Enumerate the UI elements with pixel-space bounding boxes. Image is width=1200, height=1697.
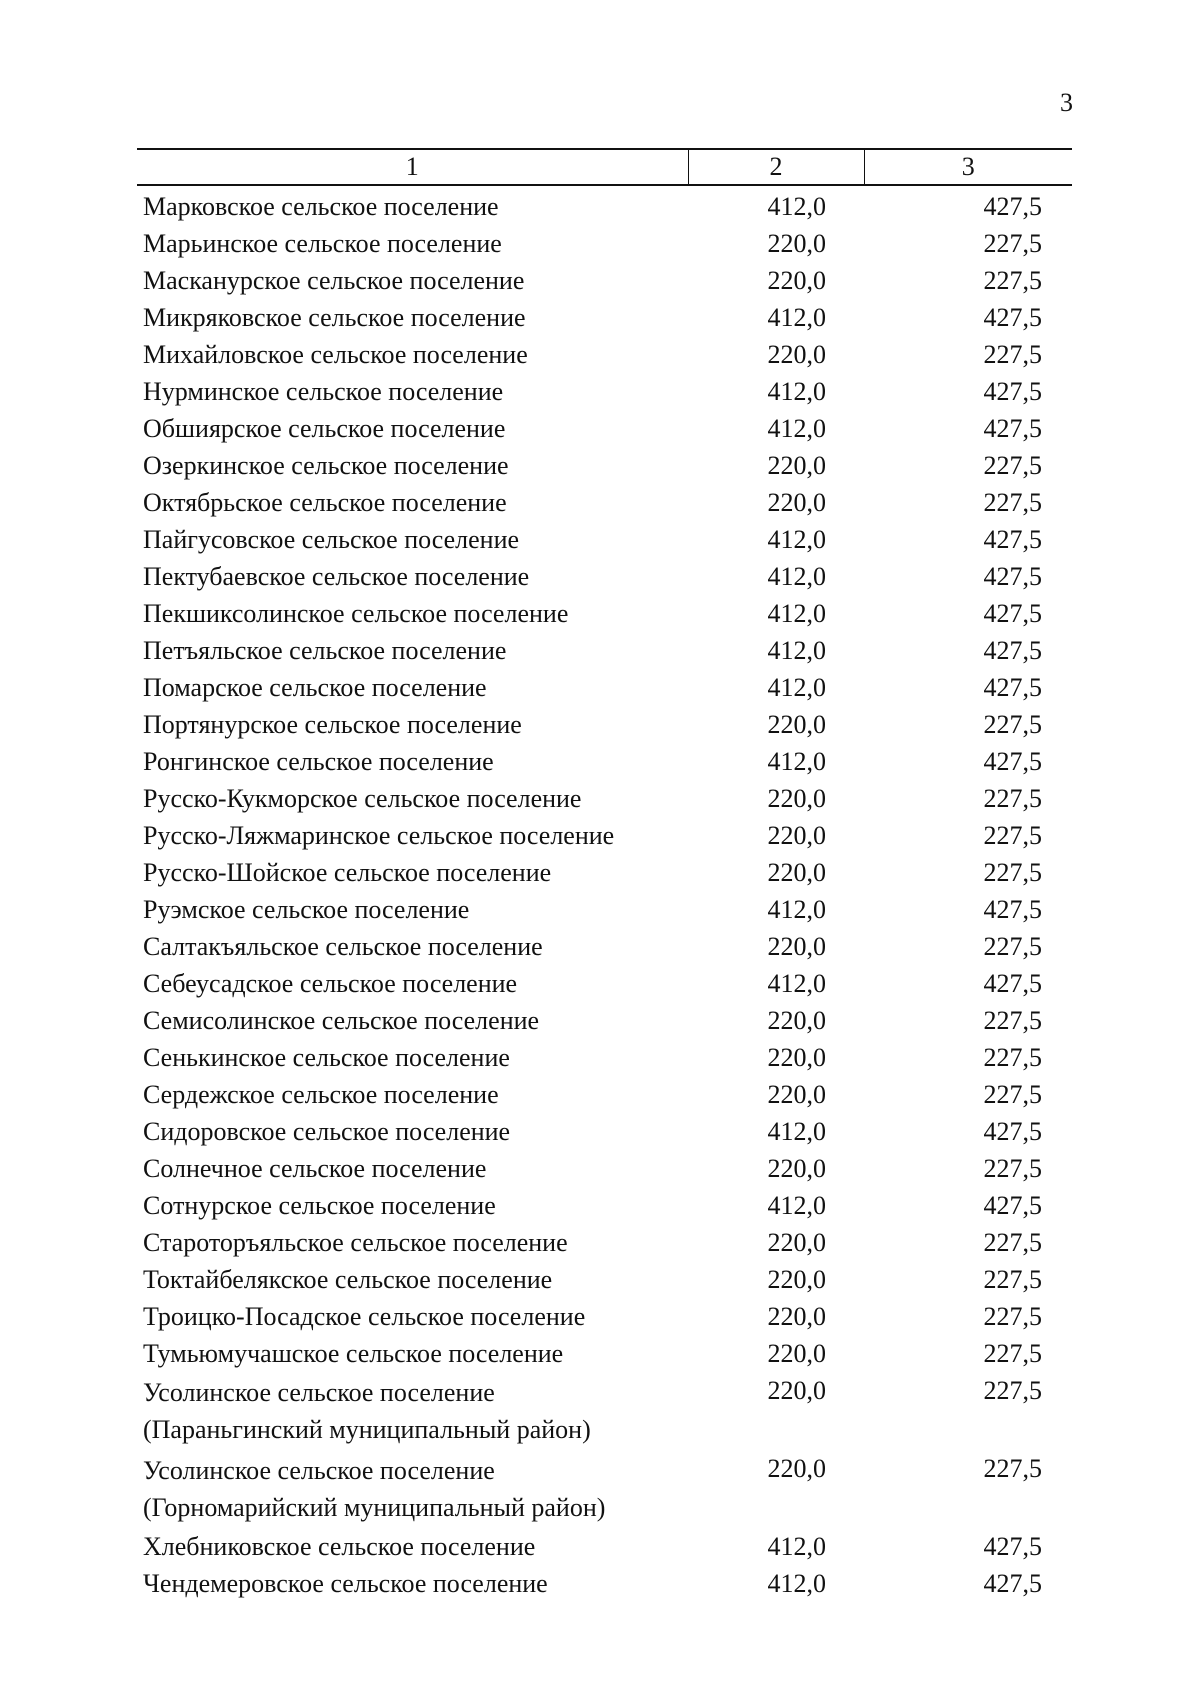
value-column-3: 227,5 [983, 1043, 1042, 1072]
settlement-name-cell [137, 743, 688, 780]
table-row [137, 1298, 1072, 1335]
table-row [137, 484, 1072, 521]
table-row [137, 1261, 1072, 1298]
value-column-2: 220,0 [767, 1265, 826, 1294]
table-row [137, 336, 1072, 373]
settlement-name-cell [137, 1261, 688, 1298]
settlement-name: Чендемеровское сельское поселение [143, 1569, 548, 1598]
value-column-2: 220,0 [767, 1339, 826, 1368]
settlement-name-cell [137, 447, 688, 484]
settlement-name: Сотнурское сельское поселение [143, 1191, 496, 1220]
table-row [137, 558, 1072, 595]
value-column-3: 227,5 [983, 266, 1042, 295]
table-row [137, 1224, 1072, 1261]
settlement-name-cell [137, 595, 688, 632]
table-row [137, 1565, 1072, 1602]
table-body [137, 185, 1072, 1602]
value-column-2: 412,0 [767, 525, 826, 554]
settlement-name: Себеусадское сельское поселение [143, 969, 518, 998]
settlement-name: Портянурское сельское поселение [143, 710, 522, 739]
table-row [137, 1150, 1072, 1187]
settlement-name: Пектубаевское сельское поселение [143, 562, 530, 591]
value-column-3: 427,5 [983, 1191, 1042, 1220]
value-column-3: 427,5 [983, 599, 1042, 628]
table-row [137, 1076, 1072, 1113]
value-column-3: 227,5 [983, 451, 1042, 480]
settlement-name: Ронгинское сельское поселение [143, 747, 494, 776]
settlement-name-cell [137, 780, 688, 817]
table-row [137, 373, 1072, 410]
value-column-3: 427,5 [983, 562, 1042, 591]
column-header-3: 3 [864, 149, 1072, 185]
settlement-name: Сидоровское сельское поселение [143, 1117, 511, 1146]
value-column-3: 227,5 [983, 1228, 1042, 1257]
table-row [137, 965, 1072, 1002]
value-column-3: 227,5 [983, 858, 1042, 887]
value-column-2: 412,0 [767, 895, 826, 924]
value-column-3: 427,5 [983, 673, 1042, 702]
settlement-name: Руэмское сельское поселение [143, 895, 470, 924]
table-row [137, 1039, 1072, 1076]
table-row [137, 891, 1072, 928]
table-row [137, 780, 1072, 817]
settlement-name-cell [137, 1187, 688, 1224]
settlement-name: Микряковское сельское поселение [143, 303, 526, 332]
value-column-3: 427,5 [983, 525, 1042, 554]
value-column-2: 412,0 [767, 377, 826, 406]
settlement-name: Русско-Кукморское сельское поселение [143, 784, 582, 813]
settlement-name: Солнечное сельское поселение [143, 1154, 487, 1183]
value-column-2: 412,0 [767, 192, 826, 221]
value-column-3: 227,5 [983, 488, 1042, 517]
value-column-3: 427,5 [983, 895, 1042, 924]
table-row [137, 447, 1072, 484]
settlement-name-cell [137, 1113, 688, 1150]
value-column-2: 412,0 [767, 599, 826, 628]
table-row [137, 1335, 1072, 1372]
settlement-name: Русско-Шойское сельское поселение [143, 858, 552, 887]
value-column-3: 227,5 [983, 229, 1042, 258]
settlement-name-note: (Параньгинский муниципальный район) [143, 1415, 591, 1444]
value-column-2: 412,0 [767, 673, 826, 702]
settlement-name: Октябрьское сельское поселение [143, 488, 507, 517]
table-row [137, 185, 1072, 225]
table-row [137, 817, 1072, 854]
settlement-name-cell [137, 299, 688, 336]
settlement-name-cell [137, 965, 688, 1002]
settlements-table [137, 148, 1072, 1602]
value-column-3: 227,5 [983, 1154, 1042, 1183]
value-column-3: 427,5 [983, 1569, 1042, 1598]
table-row [137, 1113, 1072, 1150]
settlement-name-cell [137, 410, 688, 447]
value-column-2: 220,0 [767, 784, 826, 813]
settlement-name-cell [137, 484, 688, 521]
settlement-name: Салтакъяльское сельское поселение [143, 932, 543, 961]
settlement-name-cell [137, 1372, 688, 1450]
value-column-3: 427,5 [983, 377, 1042, 406]
settlement-name-cell [137, 185, 688, 225]
value-column-3: 227,5 [983, 1376, 1042, 1405]
value-column-2: 412,0 [767, 969, 826, 998]
value-column-3: 227,5 [983, 1454, 1042, 1483]
settlement-name-cell [137, 558, 688, 595]
value-column-2: 412,0 [767, 303, 826, 332]
settlement-name-cell [137, 1450, 688, 1528]
settlement-name: Токтайбелякское сельское поселение [143, 1265, 553, 1294]
table-row [137, 743, 1072, 780]
settlement-name: Сенькинское сельское поселение [143, 1043, 510, 1072]
page-number: 3 [1060, 88, 1073, 117]
settlement-name: Русско-Ляжмаринское сельское поселение [143, 821, 615, 850]
settlement-name-cell [137, 1039, 688, 1076]
value-column-2: 412,0 [767, 1569, 826, 1598]
table-row [137, 1450, 1072, 1528]
value-column-2: 412,0 [767, 1532, 826, 1561]
value-column-2: 220,0 [767, 1302, 826, 1331]
value-column-3: 227,5 [983, 821, 1042, 850]
value-column-2: 220,0 [767, 451, 826, 480]
value-column-3: 227,5 [983, 1080, 1042, 1109]
value-column-2: 412,0 [767, 636, 826, 665]
table-row [137, 410, 1072, 447]
settlement-name: Маскануpское сельское поселение [143, 266, 525, 295]
settlement-name-cell [137, 1224, 688, 1261]
settlement-name: Пекшиксолинское сельское поселение [143, 599, 569, 628]
value-column-2: 412,0 [767, 562, 826, 591]
value-column-3: 227,5 [983, 932, 1042, 961]
value-column-3: 227,5 [983, 1302, 1042, 1331]
settlement-name-cell [137, 262, 688, 299]
settlement-name-cell [137, 373, 688, 410]
table-row [137, 299, 1072, 336]
settlement-name-cell [137, 632, 688, 669]
table-row [137, 632, 1072, 669]
value-column-3: 427,5 [983, 1117, 1042, 1146]
settlement-name-cell [137, 336, 688, 373]
settlement-name: Нурминское сельское поселение [143, 377, 504, 406]
value-column-3: 227,5 [983, 1006, 1042, 1035]
settlement-name: Тумьюмучашское сельское поселение [143, 1339, 564, 1368]
settlement-name-cell [137, 521, 688, 558]
table-row [137, 928, 1072, 965]
settlement-name-cell [137, 1528, 688, 1565]
value-column-2: 220,0 [767, 1043, 826, 1072]
settlement-name: Усолинское сельское поселение [143, 1456, 495, 1485]
value-column-2: 412,0 [767, 1117, 826, 1146]
settlement-name-cell [137, 817, 688, 854]
settlement-name: Помарское сельское поселение [143, 673, 487, 702]
settlement-name-cell [137, 928, 688, 965]
value-column-3: 427,5 [983, 747, 1042, 776]
settlement-name: Староторъяльское сельское поселение [143, 1228, 568, 1257]
value-column-3: 227,5 [983, 710, 1042, 739]
settlement-name-note: (Горномарийский муниципальный район) [143, 1493, 606, 1522]
settlement-name: Семисолинское сельское поселение [143, 1006, 540, 1035]
table-row [137, 595, 1072, 632]
table-row [137, 706, 1072, 743]
value-column-3: 227,5 [983, 340, 1042, 369]
value-column-3: 227,5 [983, 784, 1042, 813]
value-column-2: 220,0 [767, 1454, 826, 1483]
settlement-name: Хлебниковское сельское поселение [143, 1532, 536, 1561]
table-row [137, 1372, 1072, 1450]
value-column-3: 227,5 [983, 1339, 1042, 1368]
value-column-2: 220,0 [767, 1080, 826, 1109]
column-header-1: 1 [137, 149, 688, 185]
table-row [137, 1528, 1072, 1565]
settlement-name-cell [137, 225, 688, 262]
table-row [137, 225, 1072, 262]
settlement-name-cell [137, 1565, 688, 1602]
table-row [137, 1002, 1072, 1039]
value-column-2: 220,0 [767, 229, 826, 258]
value-column-3: 427,5 [983, 969, 1042, 998]
settlement-name: Марковское сельское поселение [143, 192, 499, 221]
settlement-name-cell [137, 706, 688, 743]
value-column-2: 412,0 [767, 747, 826, 776]
value-column-2: 220,0 [767, 340, 826, 369]
settlement-name: Марьинское сельское поселение [143, 229, 502, 258]
value-column-3: 427,5 [983, 1532, 1042, 1561]
value-column-3: 227,5 [983, 1265, 1042, 1294]
table-row [137, 1187, 1072, 1224]
value-column-2: 412,0 [767, 414, 826, 443]
value-column-2: 220,0 [767, 858, 826, 887]
value-column-2: 220,0 [767, 1228, 826, 1257]
value-column-3: 427,5 [983, 414, 1042, 443]
table-header [137, 149, 1072, 185]
value-column-2: 220,0 [767, 266, 826, 295]
table-row [137, 262, 1072, 299]
value-column-2: 220,0 [767, 932, 826, 961]
value-column-2: 220,0 [767, 1006, 826, 1035]
settlement-name: Сердежское сельское поселение [143, 1080, 499, 1109]
value-column-2: 220,0 [767, 821, 826, 850]
value-column-2: 220,0 [767, 710, 826, 739]
settlement-name-cell [137, 1076, 688, 1113]
settlement-name-cell [137, 669, 688, 706]
settlement-name: Усолинское сельское поселение [143, 1378, 495, 1407]
value-column-3: 427,5 [983, 636, 1042, 665]
settlement-name-cell [137, 891, 688, 928]
settlement-name-cell [137, 1150, 688, 1187]
settlement-name-cell [137, 854, 688, 891]
table-row [137, 854, 1072, 891]
value-column-3: 427,5 [983, 192, 1042, 221]
settlement-name-cell [137, 1335, 688, 1372]
settlement-name-cell [137, 1298, 688, 1335]
value-column-2: 220,0 [767, 488, 826, 517]
table-row [137, 669, 1072, 706]
column-header-2: 2 [688, 149, 864, 185]
settlement-name: Михайловское сельское поселение [143, 340, 528, 369]
settlement-name-cell [137, 1002, 688, 1039]
settlement-name: Троицко-Посадское сельское поселение [143, 1302, 586, 1331]
settlement-name: Пайгусовское сельское поселение [143, 525, 520, 554]
value-column-2: 220,0 [767, 1376, 826, 1405]
value-column-2: 220,0 [767, 1154, 826, 1183]
settlement-name: Обшиярское сельское поселение [143, 414, 506, 443]
table-row [137, 521, 1072, 558]
value-column-3: 427,5 [983, 303, 1042, 332]
settlement-name: Озеркинское сельское поселение [143, 451, 509, 480]
settlement-name: Петъяльское сельское поселение [143, 636, 507, 665]
value-column-2: 412,0 [767, 1191, 826, 1220]
